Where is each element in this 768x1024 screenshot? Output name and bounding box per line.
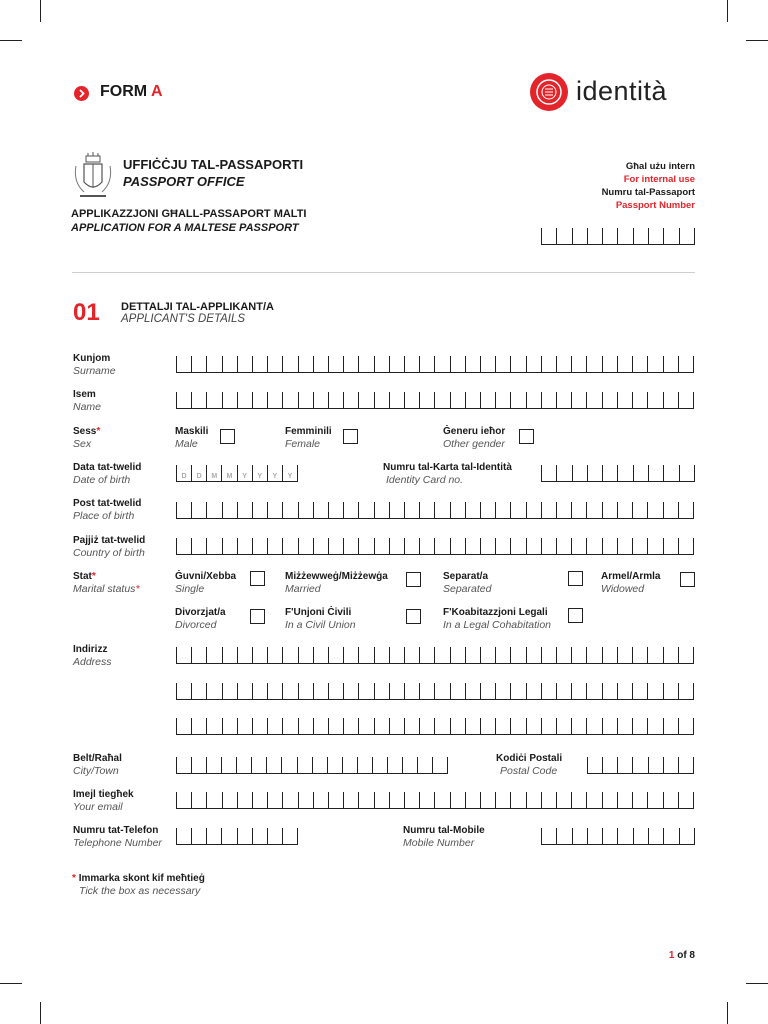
married-checkbox[interactable] <box>406 572 421 587</box>
sex-label: Sess* Sex <box>73 426 101 450</box>
surname-label: Kunjom Surname <box>73 353 116 377</box>
cohabitation-label: F'Koabitazzjoni Legali In a Legal Cohabitation <box>443 607 551 631</box>
tick-note: * Immarka skont kif meħtieġ Tick the box as necessary <box>72 873 205 897</box>
name-input[interactable] <box>176 392 694 409</box>
male-checkbox[interactable] <box>220 429 235 444</box>
identita-logo-icon <box>530 73 568 111</box>
other-gender-label: Ġeneru ieħor Other gender <box>443 426 506 450</box>
idcard-label: Numru tal-Karta tal-Identità Identity Card no. <box>383 462 512 486</box>
phone-input[interactable] <box>176 828 298 845</box>
postcode-input[interactable] <box>587 757 694 774</box>
name-label: Isem Name <box>73 389 102 413</box>
city-label: Belt/Raħal City/Town <box>73 753 122 777</box>
divider <box>72 272 695 273</box>
mobile-label: Numru tal-Mobile Mobile Number <box>403 825 485 849</box>
arrow-right-icon <box>74 86 89 101</box>
page-number: 1 of 8 <box>668 950 695 961</box>
widowed-checkbox[interactable] <box>680 572 695 587</box>
dob-label: Data tat-twelid Date of birth <box>73 462 142 486</box>
separated-label: Separat/a Separated <box>443 571 492 595</box>
crop-mark <box>40 1002 41 1024</box>
civil-union-label: F'Unjoni Ċivili In a Civil Union <box>285 607 356 631</box>
application-title-en: APPLICATION FOR A MALTESE PASSPORT <box>71 222 299 234</box>
cob-input[interactable] <box>176 538 694 555</box>
pob-label: Post tat-twelid Place of birth <box>73 498 142 522</box>
crop-mark <box>727 0 728 22</box>
email-label: Imejl tiegħek Your email <box>73 789 134 813</box>
widowed-label: Armel/Armla Widowed <box>601 571 661 595</box>
passport-number-boxes[interactable] <box>541 228 695 245</box>
section-title-mt: DETTALJI TAL-APPLIKANT/A <box>121 301 274 313</box>
malta-coat-of-arms-icon <box>72 152 114 202</box>
other-gender-checkbox[interactable] <box>519 429 534 444</box>
pob-input[interactable] <box>176 502 694 519</box>
crop-mark <box>727 1002 728 1024</box>
application-title-mt: APPLIKAZZJONI GĦALL-PASSAPORT MALTI <box>71 208 307 220</box>
dob-input[interactable]: D D M M Y Y Y Y <box>176 465 298 482</box>
section-number: 01 <box>73 299 100 326</box>
address-input-line2[interactable] <box>176 683 694 700</box>
office-title-mt: UFFIĊĊJU TAL-PASSAPORTI <box>123 157 304 172</box>
postcode-label: Kodiċi Postali Postal Code <box>496 753 563 777</box>
office-title-en: PASSPORT OFFICE <box>123 174 245 189</box>
crop-mark <box>746 40 768 41</box>
phone-label: Numru tat-Telefon Telephone Number <box>73 825 162 849</box>
crop-mark <box>746 983 768 984</box>
internal-use-block: Għal użu intern For internal use Numru tal-Passaport Passport Number <box>601 161 695 211</box>
address-input-line3[interactable] <box>176 718 694 735</box>
separated-checkbox[interactable] <box>568 571 583 586</box>
crop-mark <box>0 983 22 984</box>
female-checkbox[interactable] <box>343 429 358 444</box>
divorced-checkbox[interactable] <box>250 609 265 624</box>
idcard-input[interactable] <box>541 465 695 482</box>
address-input-line1[interactable] <box>176 647 694 664</box>
married-label: Miżżewweġ/Miżżewġa Married <box>285 571 388 595</box>
address-label: Indirizz Address <box>73 644 112 668</box>
female-label: Femminili Female <box>285 426 332 450</box>
crop-mark <box>0 40 22 41</box>
city-input[interactable] <box>176 757 448 774</box>
surname-input[interactable] <box>176 356 694 373</box>
mobile-input[interactable] <box>541 828 695 845</box>
form-label: FORM A <box>100 83 163 100</box>
single-label: Ġuvni/Xebba Single <box>175 571 237 595</box>
section-title-en: APPLICANT'S DETAILS <box>121 313 246 325</box>
civil-union-checkbox[interactable] <box>406 609 421 624</box>
male-label: Maskili Male <box>175 426 209 450</box>
crop-mark <box>40 0 41 22</box>
cob-label: Pajjiż tat-twelid Country of birth <box>73 535 146 559</box>
email-input[interactable] <box>176 792 694 809</box>
single-checkbox[interactable] <box>250 571 265 586</box>
cohabitation-checkbox[interactable] <box>568 608 583 623</box>
divorced-label: Divorzjat/a Divorced <box>175 607 226 631</box>
brand-name: identità <box>576 76 668 106</box>
status-label: Stat* Marital status* <box>73 571 140 595</box>
